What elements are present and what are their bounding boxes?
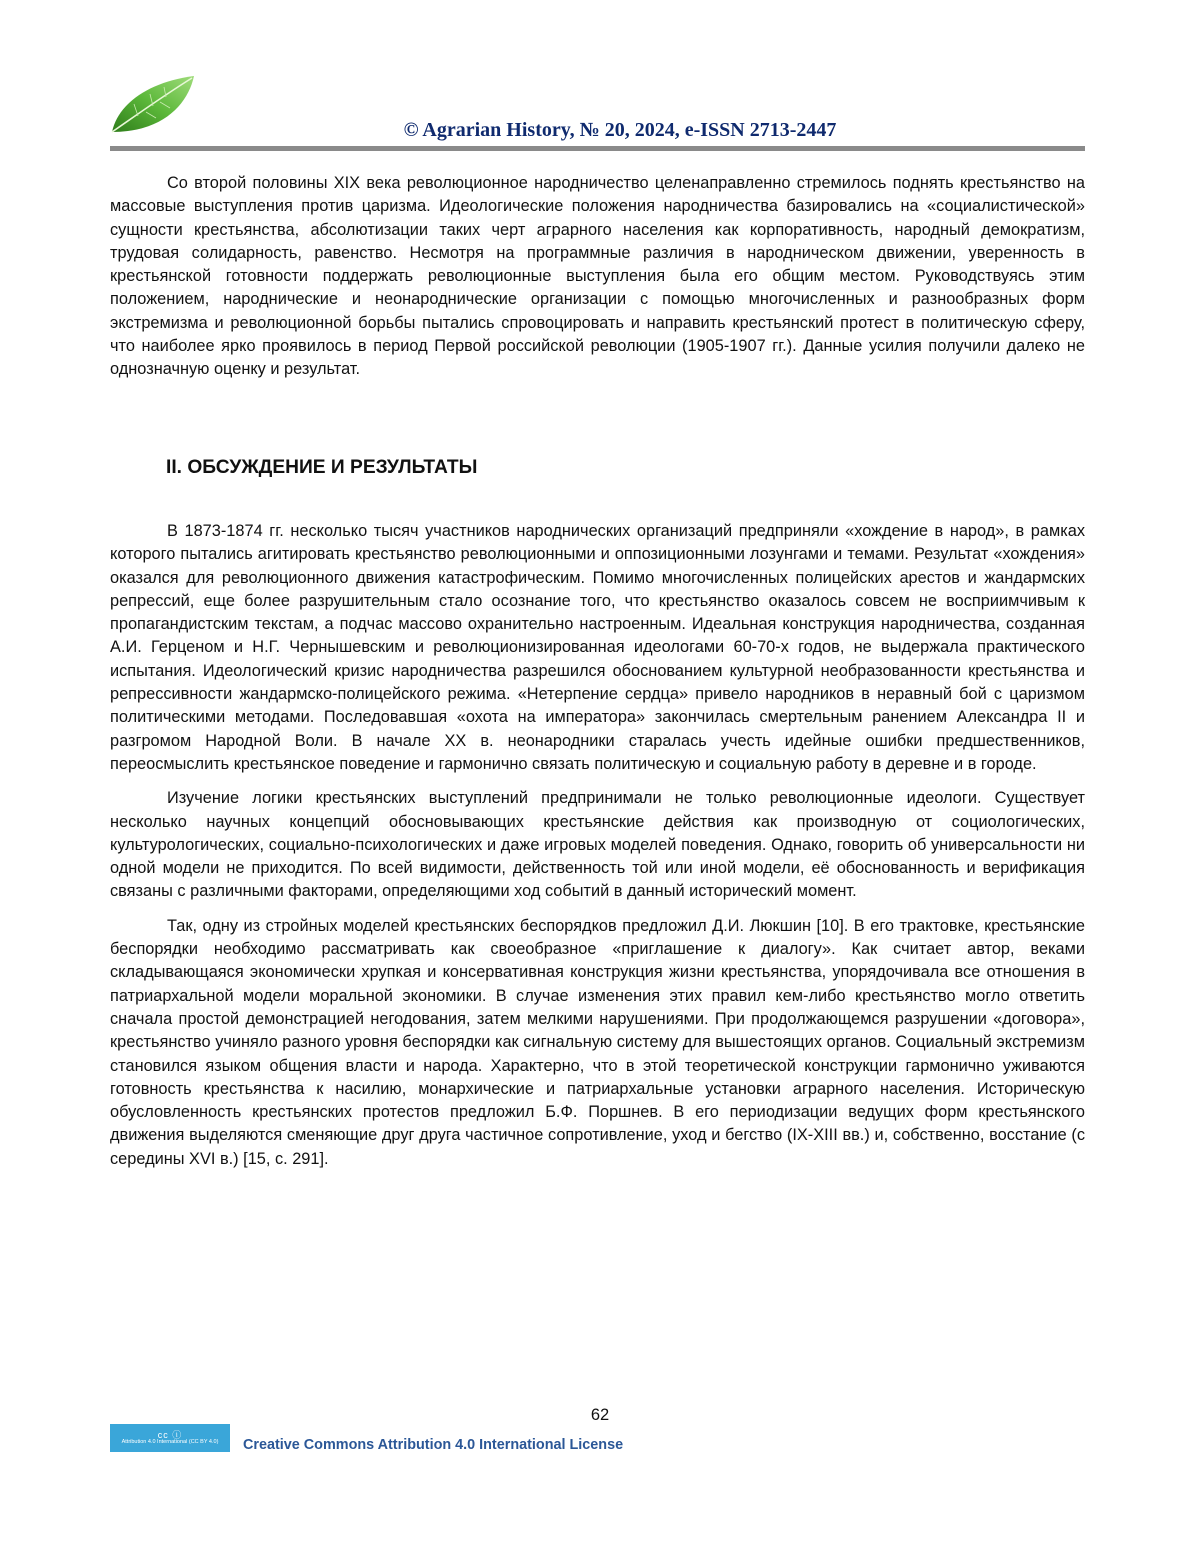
header-divider [110,146,1085,151]
journal-header-title: © Agrarian History, № 20, 2024, e-ISSN 2713-2447 [403,119,837,141]
section-heading: II. ОБСУЖДЕНИЕ И РЕЗУЛЬТАТЫ [166,457,478,478]
cc-by-icon[interactable] [110,1424,230,1452]
section-paragraph-3: Так, одну из стройных моделей крестьянских беспорядков предложил Д.И. Люкшин [10]. В его трактовке, крестьянские беспорядки необходимо рассматривать как своеобразное «приглашение к диалогу». Как считает автор, веками складывающаяся экономически хрупкая и консервативная конструкция жизни крестьянства, упорядочивала все отношения в патриархальной модели моральной экономики. В случае изменения этих правил кем-либо крестьянство могло ответить сначала простой демонстрацией негодования, затем мелкими нарушениями. При продолжающемся разрушении «договора», крестьянство учиняло разного уровня беспорядки как сигнальную систему для вышестоящих органов. Социальный экстремизм становился языком общения власти и народа. Характерно, что в этой теоретической конструкции гармонично уживаются готовность крестьянства к насилию, монархические и патриархальные установки аграрного населения. Историческую обусловленность крестьянских протестов предложил Б.Ф. Поршнев. В его периодизации ведущих форм крестьянского движения выделяются сменяющие друг друга частичное сопротивление, уход и бегство (IX-XIII вв.) и, собственно, восстание (с середины XVI в.) [15, с. 291]. [110,916,1085,1168]
leaf-logo-icon [108,74,198,136]
section-paragraph-1: В 1873-1874 гг. несколько тысяч участников народнических организаций предприняли «хождение в народ», в рамках которого пытались агитировать крестьянство революционными и оппозиционными лозунгами и темами. Результат «хождения» оказался для революционного движения катастрофическим. Помимо многочисленных полицейских арестов и жандармских репрессий, еще более разрушительным стало осознание того, что крестьянство оказалось совсем не восприимчивым к пропагандистским текстам, а подчас массово охранительно настроенным. Идеальная конструкция народничества, созданная А.И. Герценом и Н.Г. Чернышевским и революционизированная идеологами 60-70-х годов, не выдержала практического испытания. Идеологический кризис народничества разрешился обоснованием культурной необразованности крестьянства и репрессивности жандармско-полицейского режима. «Нетерпение сердца» привело народников в неравный бой с царизмом политическими методами. Последовавшая «охота на императора» закончилась смертельным ранением Александра II и разгромом Народной Воли. В начале XX в. неонародники старалась учесть идейные ошибки предшественников, переосмыслить крестьянское поведение и гармонично связать политическую и социальную работу в деревне и в городе. [110,522,1085,773]
section-paragraph-2: Изучение логики крестьянских выступлений предпринимали не только революционные идеологи. Существует несколько научных концепций обосновывающих крестьянские действия как производную от социологических, культурологических, социально-психологических и даже игровых моделей поведения. Однако, говорить об универсальности ни одной модели не приходится. По всей видимости, действенность той или иной модели, её обоснованность и верификация связаны с различными факторами, определяющими ход событий в данный исторический момент. [110,789,1085,901]
page-number: 62 [590,1406,610,1424]
section-body [110,520,1085,1171]
cc-symbols: cc ⓘ [157,1430,183,1440]
intro-paragraph: Со второй половины XIX века революционное народничество целенаправленно стремилось поднять крестьянство на массовые выступления против царизма. Идеологические положения народничества базировались на «социалистической» сущности крестьянства, абсолютизации таких черт аграрного населения как корпоративность, народный демократизм, трудовая солидарность, равенство. Несмотря на программные различия в народническом движении, уверенность в крестьянской готовности поддержать революционные выступления была его общим местом. Руководствуясь этим положением, народнические и неонароднические организации с помощью многочисленных и разнообразных форм экстремизма и революционной борьбы пытались спровоцировать и направить крестьянский протест в политическую сферу, что наиболее ярко проявилось в период Первой российской революции (1905-1907 гг.). Данные усилия получили далеко не однозначную оценку и результат. [110,174,1085,379]
intro-text-block [110,172,1085,382]
cc-badge-caption: Attribution 4.0 International (CC BY 4.0) [121,1439,219,1445]
license-link[interactable]: Creative Commons Attribution 4.0 International License [243,1437,624,1453]
